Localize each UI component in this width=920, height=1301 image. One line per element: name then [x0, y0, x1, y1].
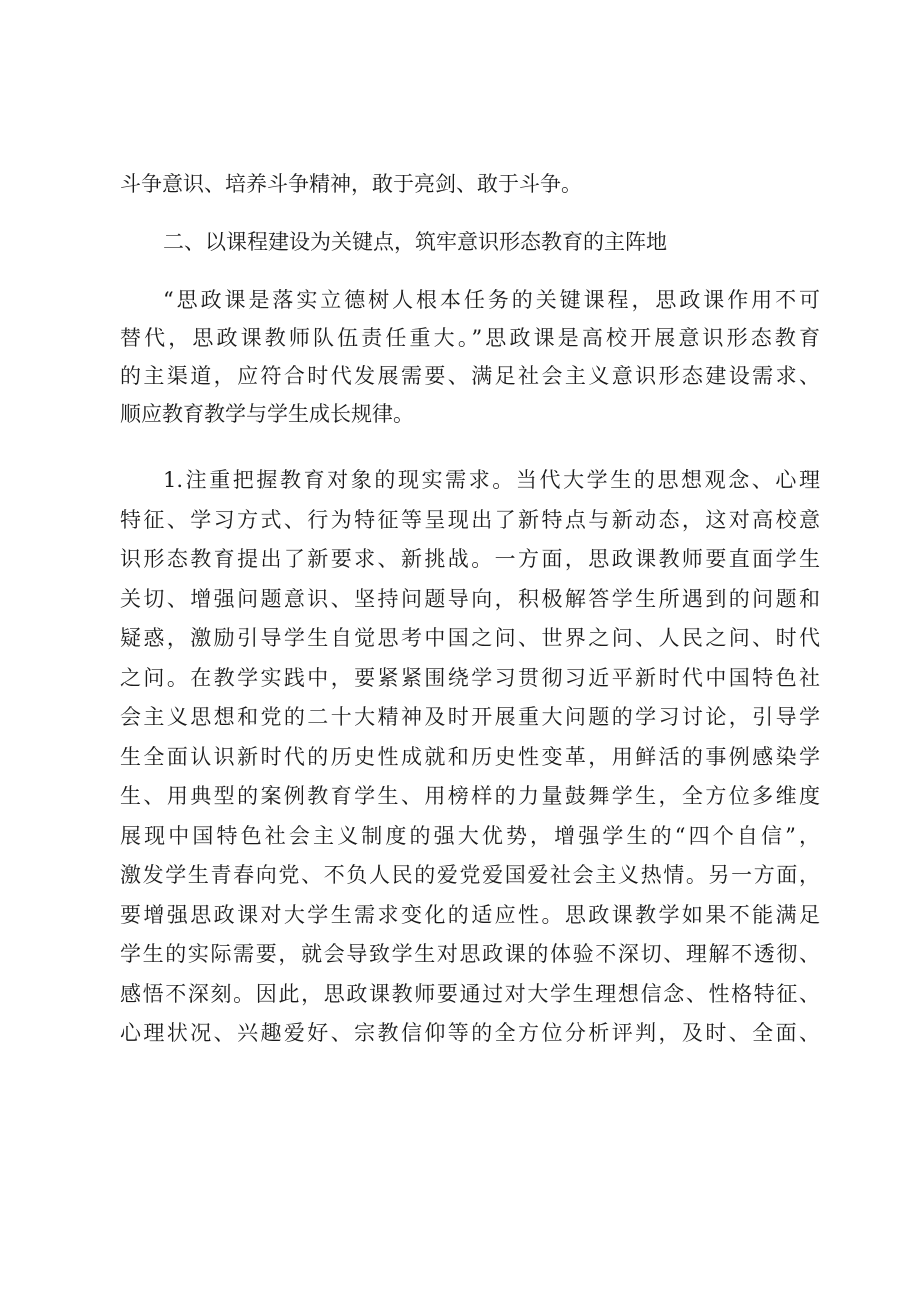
text-line-12: 之问。在教学实践中，要紧紧围绕学习贯彻习近平新时代中国特色社 — [120, 666, 820, 690]
text-line-18: 要增强思政课对大学生需求变化的适应性。思政课教学如果不能满足 — [120, 903, 820, 927]
text-line-21: 心理状况、兴趣爱好、宗教信仰等的全方位分析评判，及时、全面、 — [120, 1021, 820, 1045]
text-line-10: 关切、增强问题意识、坚持问题导向，积极解答学生所遇到的问题和 — [120, 587, 820, 611]
text-line-7: 1.注重把握教育对象的现实需求。当代大学生的思想观念、心理 — [163, 468, 820, 492]
text-line-6: 顺应教育教学与学生成长规律。 — [120, 402, 414, 426]
text-line-1: 斗争意识、培养斗争精神，敢于亮剑、敢于斗争。 — [120, 172, 582, 196]
section-heading: 二、以课程建设为关键点，筑牢意识形态教育的主阵地 — [163, 230, 667, 254]
text-line-11: 疑惑，激励引导学生自觉思考中国之问、世界之问、人民之问、时代 — [120, 626, 820, 650]
text-line-9: 识形态教育提出了新要求、新挑战。一方面，思政课教师要直面学生 — [120, 547, 820, 571]
text-line-16: 展现中国特色社会主义制度的强大优势，增强学生的“四个自信”， — [120, 824, 820, 848]
text-line-19: 学生的实际需要，就会导致学生对思政课的体验不深切、理解不透彻、 — [120, 942, 820, 966]
text-line-15: 生、用典型的案例教育学生、用榜样的力量鼓舞学生，全方位多维度 — [120, 784, 820, 808]
text-line-20: 感悟不深刻。因此，思政课教师要通过对大学生理想信念、性格特征、 — [120, 982, 820, 1006]
text-line-8: 特征、学习方式、行为特征等呈现出了新特点与新动态，这对高校意 — [120, 508, 820, 532]
text-line-3: “思政课是落实立德树人根本任务的关键课程，思政课作用不可 — [163, 288, 820, 312]
text-line-14: 生全面认识新时代的历史性成就和历史性变革，用鲜活的事例感染学 — [120, 745, 820, 769]
text-line-13: 会主义思想和党的二十大精神及时开展重大问题的学习讨论，引导学 — [120, 705, 820, 729]
text-line-4: 替代，思政课教师队伍责任重大。”思政课是高校开展意识形态教育 — [120, 326, 820, 350]
text-line-17: 激发学生青春向党、不负人民的爱党爱国爱社会主义热情。另一方面， — [120, 863, 820, 887]
text-line-5: 的主渠道，应符合时代发展需要、满足社会主义意识形态建设需求、 — [120, 364, 820, 388]
